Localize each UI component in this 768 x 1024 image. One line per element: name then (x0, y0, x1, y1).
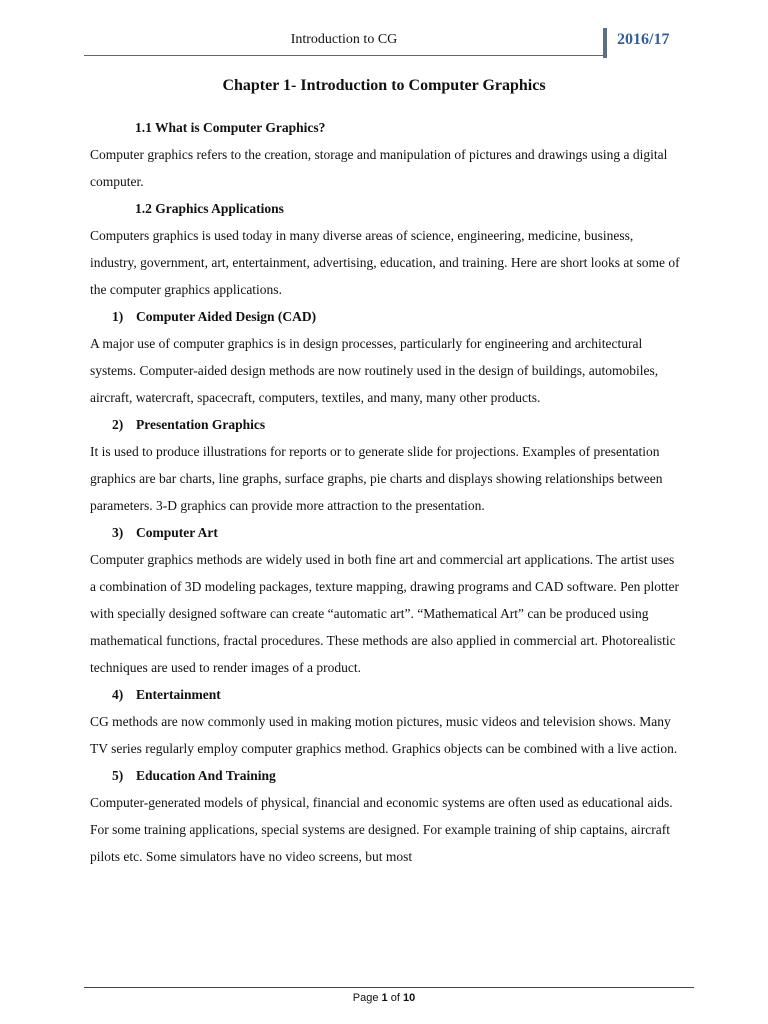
header-rule (84, 55, 603, 56)
application-heading-cad (90, 303, 682, 330)
application-title: Education And Training (136, 768, 276, 783)
page-footer (84, 992, 684, 1004)
application-heading-entertainment (90, 681, 682, 708)
list-number: 5) (112, 768, 124, 783)
header-year: 2016/17 (617, 31, 670, 48)
application-paragraph-presentation: It is used to produce illustrations for reports or to generate slide for projections. Examples of presentation graphics are bar charts, line graphs, surface graphs, pie charts and displays showing relationships between parameters. 3-D graphics can provide more attraction to the presentation. (90, 444, 663, 513)
section-heading-1-2: 1.2 Graphics Applications (135, 201, 284, 216)
chapter-title: Chapter 1- Introduction to Computer Graphics (222, 77, 546, 94)
section-paragraph-1-2: Computers graphics is used today in many diverse areas of science, engineering, medicine, business, industry, government, art, entertainment, advertising, education, and training. Here are short looks at some of the computer graphics applications. (90, 228, 680, 297)
header-accent-bar (603, 28, 607, 58)
list-number: 3) (112, 525, 124, 540)
application-paragraph-art: Computer graphics methods are widely used in both fine art and commercial art applications. The artist uses a combination of 3D modeling packages, texture mapping, drawing programs and CAD software. Pen plotter with specially designed software can create “automatic art”. “Mathematical Art” can be produced using mathematical functions, fractal procedures. These methods are also applied in commercial art. Photorealistic techniques are used to render images of a product. (90, 552, 679, 675)
page-label: Page (352, 992, 379, 1004)
application-title: Presentation Graphics (136, 417, 266, 432)
application-paragraph-education: Computer-generated models of physical, financial and economic systems are often used as educational aids. For some training applications, special systems are designed. For example training of ship captains, aircraft pilots etc. Some simulators have no video screens, but most (90, 795, 673, 864)
section-paragraph-1-1: Computer graphics refers to the creation, storage and manipulation of pictures and drawings using a digital computer. (90, 147, 668, 189)
of-label: of (390, 992, 400, 1004)
page-total: 10 (402, 992, 416, 1004)
section-heading-1-1: 1.1 What is Computer Graphics? (135, 120, 326, 135)
application-heading-art (90, 519, 682, 546)
list-number: 2) (112, 417, 124, 432)
application-heading-education (90, 762, 682, 789)
list-number: 1) (112, 309, 124, 324)
application-heading-presentation (90, 411, 682, 438)
application-title: Computer Art (136, 525, 218, 540)
application-title: Entertainment (136, 687, 221, 702)
application-paragraph-cad: A major use of computer graphics is in design processes, particularly for engineering and architectural systems. Computer-aided design methods are now routinely used in the design of buildings, automobiles, aircraft, watercraft, spacecraft, computers, textiles, and many, many other products. (90, 336, 659, 405)
document-body (90, 114, 682, 870)
page-number: 1 (381, 992, 388, 1004)
footer-rule (84, 987, 694, 988)
page-header (84, 28, 694, 60)
header-title: Introduction to CG (290, 32, 398, 47)
application-paragraph-entertainment: CG methods are now commonly used in making motion pictures, music videos and television shows. Many TV series regularly employ computer graphics method. Graphics objects can be combined with a live action. (90, 714, 678, 756)
application-title: Computer Aided Design (CAD) (136, 309, 317, 324)
list-number: 4) (112, 687, 124, 702)
